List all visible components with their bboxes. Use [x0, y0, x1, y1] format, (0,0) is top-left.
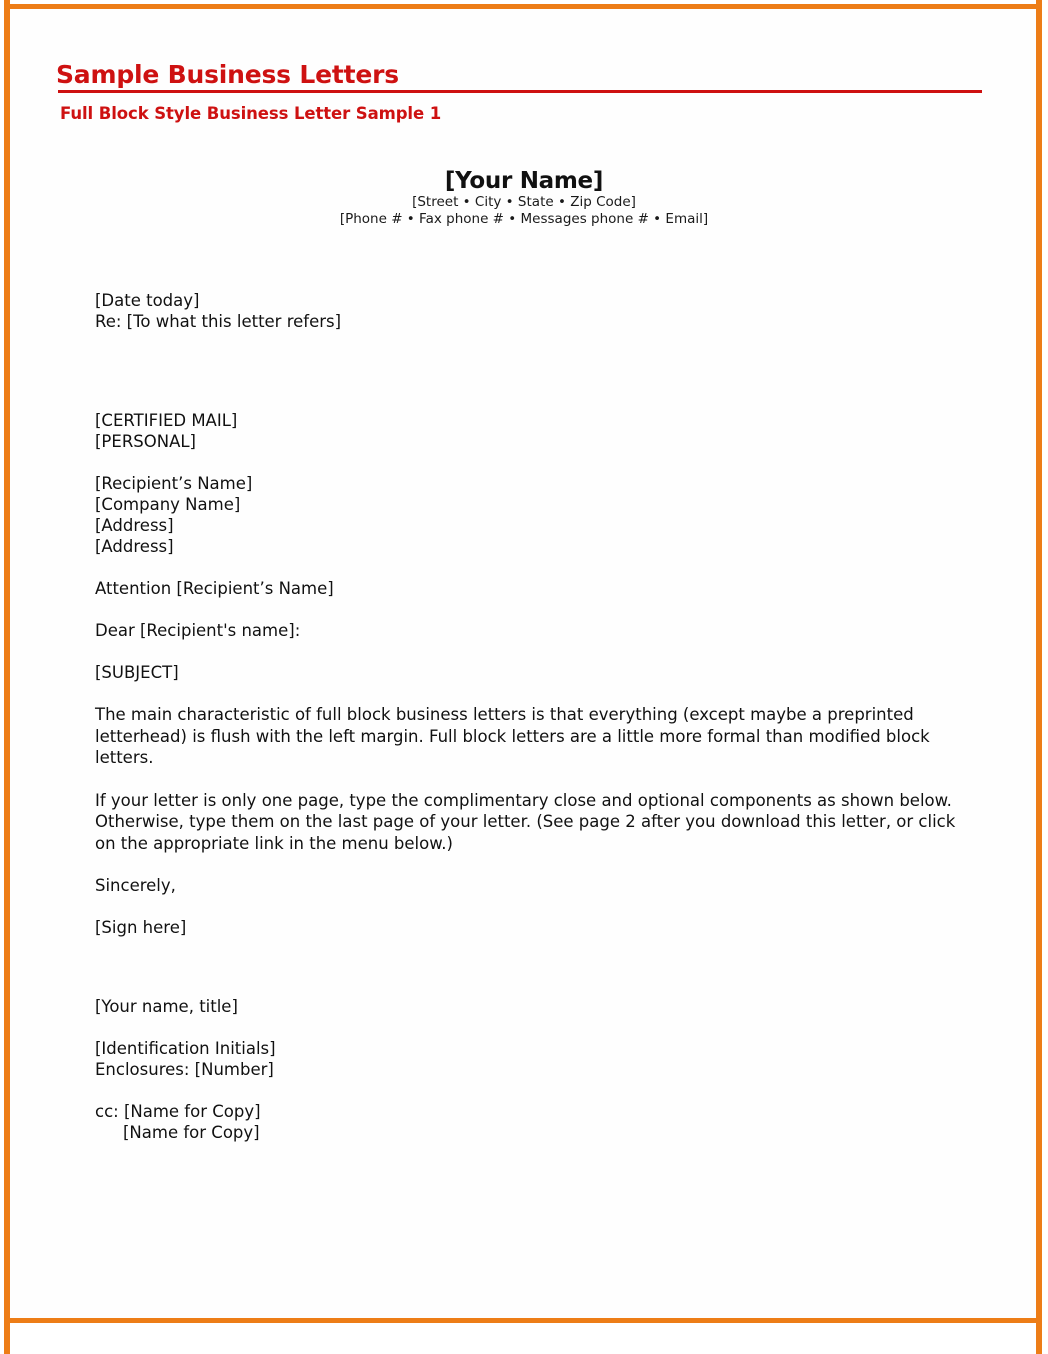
reference-line: Re: [To what this letter refers]	[95, 312, 342, 331]
letterhead-contact-line: [Phone # • Fax phone # • Messages phone # • Email]	[339, 211, 709, 227]
spacer-after-notations	[95, 452, 957, 473]
letterhead-address-line: [Street • City • State • Zip Code]	[412, 194, 636, 210]
spacer-before-attention	[95, 557, 957, 578]
spacer-before-signature	[95, 896, 957, 917]
page-border-top	[4, 4, 1042, 9]
complimentary-close: Sincerely,	[95, 876, 176, 895]
signature-space	[95, 938, 957, 996]
spacer-after-date	[95, 332, 957, 410]
address-line-1: [Address]	[95, 516, 174, 535]
page-border-bottom	[4, 1318, 1042, 1323]
letterhead-name: [Your Name]	[444, 168, 604, 194]
spacer-before-cc	[95, 1080, 957, 1101]
spacer-before-close	[95, 854, 957, 875]
signature-placeholder: [Sign here]	[95, 918, 187, 937]
letter-body	[95, 290, 957, 1143]
company-name-line: [Company Name]	[95, 495, 241, 514]
title-divider	[58, 90, 982, 93]
signer-name-title: [Your name, title]	[95, 997, 238, 1016]
inside-address-block	[95, 473, 957, 557]
salutation-line: Dear [Recipient's name]:	[95, 621, 301, 640]
letterhead	[0, 168, 1048, 228]
recipient-name-line: [Recipient’s Name]	[95, 474, 253, 493]
body-paragraph-2: If your letter is only one page, type the complimentary close and optional components as shown below. Otherwise, type them on the last page of your letter. (See page 2 after you download this letter, or click on the appropriate link in the menu below.)	[95, 790, 956, 853]
reference-notations-block	[95, 1038, 957, 1080]
enclosures-line: Enclosures: [Number]	[95, 1060, 274, 1079]
identification-initials-line: [Identification Initials]	[95, 1039, 276, 1058]
attention-line: Attention [Recipient’s Name]	[95, 579, 334, 598]
date-and-reference-block	[95, 290, 957, 332]
address-line-2: [Address]	[95, 537, 174, 556]
page-subtitle: Full Block Style Business Letter Sample 1	[60, 104, 442, 123]
certified-mail-notation: [CERTIFIED MAIL]	[95, 411, 238, 430]
spacer-before-body-1	[95, 683, 957, 704]
cc-line-2: [Name for Copy]	[123, 1123, 260, 1142]
spacer-between-paragraphs	[95, 769, 957, 790]
cc-line-1: cc: [Name for Copy]	[95, 1102, 261, 1121]
body-paragraph-1: The main characteristic of full block business letters is that everything (except maybe a preprinted letterhead) is flush with the left margin. Full block letters are a little more formal than modified block letters.	[95, 705, 930, 767]
spacer-before-salutation	[95, 599, 957, 620]
mail-notations-block	[95, 410, 957, 452]
date-line: [Date today]	[95, 291, 200, 310]
personal-notation: [PERSONAL]	[95, 432, 196, 451]
cc-block	[95, 1101, 957, 1143]
spacer-before-initials	[95, 1017, 957, 1038]
spacer-before-subject	[95, 641, 957, 662]
page-title: Sample Business Letters	[56, 60, 399, 89]
subject-line: [SUBJECT]	[95, 663, 179, 682]
